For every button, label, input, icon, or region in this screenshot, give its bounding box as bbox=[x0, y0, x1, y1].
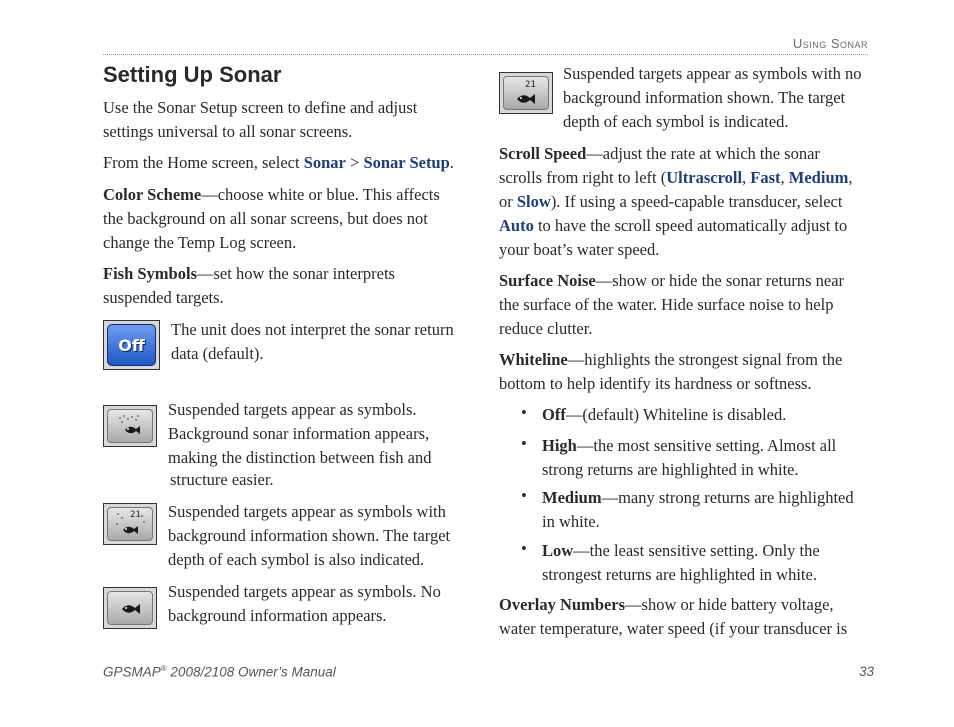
off-description: The unit does not interpret the sonar return data (default). bbox=[171, 320, 454, 363]
whiteline-desc: —highlights the strongest signal from the bottom to help identify its hardness or softness. bbox=[499, 350, 843, 393]
page-number: 33 bbox=[858, 664, 874, 679]
whiteline-option-medium bbox=[542, 486, 867, 534]
page-title: Setting Up Sonar bbox=[103, 62, 282, 87]
symbol-depth-background-description: Suspended targets appear as symbols with background information shown. The target depth of each symbol is also indicated. bbox=[168, 502, 451, 569]
fish-symbol-only-icon bbox=[103, 587, 157, 629]
option-fast: Fast bbox=[750, 168, 781, 187]
fish-symbols-desc: —set how the sonar interprets suspended targets. bbox=[103, 264, 395, 307]
scroll-speed-term: Scroll Speed bbox=[499, 144, 587, 163]
option-term: Off bbox=[542, 405, 566, 424]
nav-item-sonar: Sonar bbox=[303, 153, 346, 172]
color-scheme-desc: —choose white or blue. This affects the background on all sonar screens, but does not change the Temp Log screen. bbox=[103, 185, 440, 252]
whiteline-term: Whiteline bbox=[499, 350, 568, 369]
symbol-depth-description: Suspended targets appear as symbols with no background information shown. The target depth of each symbol is indicated. bbox=[563, 64, 862, 131]
bullet-marker: • bbox=[521, 539, 527, 558]
whiteline-option-off bbox=[542, 403, 867, 427]
surface-noise-term: Surface Noise bbox=[499, 271, 596, 290]
whiteline-option-low bbox=[542, 539, 842, 587]
option-desc: —many strong returns are highlighted in white. bbox=[542, 488, 854, 531]
scroll-speed-desc-c: to have the scroll speed automatically adjust to your boat’s water speed. bbox=[499, 216, 848, 259]
nav-instruction bbox=[103, 151, 473, 175]
scroll-speed-desc-b: ). If using a speed-capable transducer, select bbox=[550, 192, 843, 211]
option-medium: Medium bbox=[788, 168, 849, 187]
scroll-speed-desc-a: —adjust the rate at which the sonar scrolls from right to left ( bbox=[499, 144, 820, 187]
intro-paragraph: Use the Sonar Setup screen to define and adjust settings universal to all sonar screens. bbox=[103, 98, 418, 141]
option-ultrascroll: Ultrascroll bbox=[666, 168, 743, 187]
bullet-marker: • bbox=[521, 486, 527, 505]
symbol-background-description bbox=[168, 398, 453, 470]
surface-noise-desc: —show or hide the sonar returns near the surface of the water. Hide surface noise to help reduce clutter. bbox=[499, 271, 845, 338]
off-icon-label: Off bbox=[118, 335, 145, 355]
bullet-marker: • bbox=[521, 403, 527, 422]
color-scheme-term: Color Scheme bbox=[103, 185, 202, 204]
symbol-background-desc-a: Suspended targets appear as symbols. Background sonar information appears, making the distinction between fish and bbox=[168, 400, 432, 467]
scroll-speed-paragraph bbox=[499, 142, 864, 262]
comma: , bbox=[780, 168, 789, 187]
option-term: High bbox=[542, 436, 577, 455]
comma: , bbox=[742, 168, 751, 187]
nav-prefix: From the Home screen, select bbox=[103, 153, 304, 172]
whiteline-option-high bbox=[542, 434, 867, 482]
footer-product: GPSMAP bbox=[103, 664, 161, 680]
off-icon bbox=[103, 320, 160, 370]
nav-separator: > bbox=[345, 153, 364, 172]
option-term: Low bbox=[542, 541, 574, 560]
option-desc: —the most sensitive setting. Almost all strong returns are highlighted in white. bbox=[542, 436, 837, 479]
option-desc: —(default) Whiteline is disabled. bbox=[565, 405, 787, 424]
option-desc: —the least sensitive setting. Only the strongest returns are highlighted in white. bbox=[542, 541, 820, 584]
overlay-numbers-paragraph bbox=[499, 593, 864, 641]
option-auto: Auto bbox=[499, 216, 534, 235]
symbol-only-description: Suspended targets appear as symbols. No background information appears. bbox=[168, 582, 441, 625]
whiteline-paragraph bbox=[499, 348, 859, 396]
fish-symbol-depth-background-icon bbox=[103, 503, 157, 545]
option-term: Medium bbox=[542, 488, 602, 507]
nav-item-sonar-setup: Sonar Setup bbox=[363, 153, 450, 172]
depth-label: 21 bbox=[525, 80, 536, 90]
fish-symbols-paragraph bbox=[103, 262, 423, 310]
nav-end: . bbox=[449, 153, 454, 172]
fish-symbol-depth-icon bbox=[499, 72, 553, 114]
surface-noise-paragraph bbox=[499, 269, 859, 341]
or-text: , or bbox=[499, 168, 853, 211]
symbol-background-description-end: structure easier. bbox=[170, 470, 274, 489]
footer-manual-name: 2008/2108 Owner’s Manual bbox=[166, 664, 336, 680]
header-rule bbox=[103, 54, 868, 55]
overlay-numbers-term: Overlay Numbers bbox=[499, 595, 626, 614]
bullet-marker: • bbox=[521, 434, 527, 453]
color-scheme-paragraph bbox=[103, 183, 459, 255]
running-header: Using Sonar bbox=[792, 36, 868, 51]
overlay-numbers-desc: —show or hide battery voltage, water temperature, water speed (if your transducer is bbox=[499, 595, 848, 638]
fish-symbol-background-icon bbox=[103, 405, 157, 447]
option-slow: Slow bbox=[516, 192, 551, 211]
footer-manual-title bbox=[103, 664, 336, 680]
fish-symbols-term: Fish Symbols bbox=[103, 264, 197, 283]
footer-registered-mark: ® bbox=[160, 664, 167, 673]
depth-label: 21 bbox=[130, 510, 141, 520]
